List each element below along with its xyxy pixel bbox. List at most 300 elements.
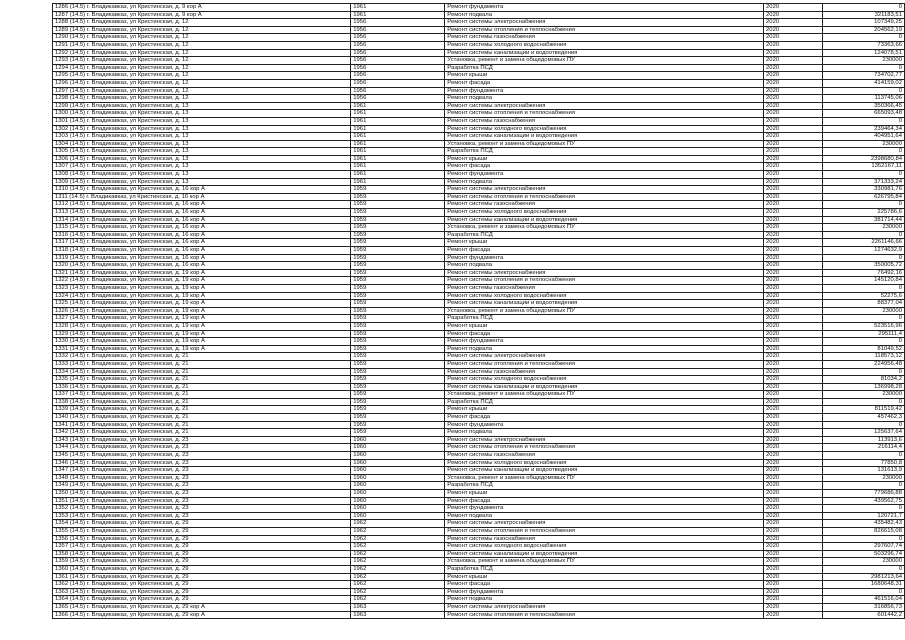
work-type-cell: Ремонт фундамента	[445, 588, 764, 596]
table-row	[53, 429, 905, 437]
work-type-cell: Ремонт системы газоснабжения	[445, 452, 764, 460]
work-type-cell: Ремонт подвала	[445, 95, 764, 103]
planned-year-cell: 2020	[764, 398, 823, 406]
table-row	[53, 565, 905, 573]
table-row	[53, 315, 905, 323]
planned-year-cell: 2020	[764, 140, 823, 148]
work-type-cell: Ремонт системы газоснабжения	[445, 368, 764, 376]
address-cell: 1339 (14.5) г. Владикавказ, ул Кристинская, д. 21	[53, 406, 351, 414]
work-type-cell: Ремонт фундамента	[445, 254, 764, 262]
address-cell: 1338 (14.5) г. Владикавказ, ул Кристинская, д. 21	[53, 398, 351, 406]
work-type-cell: Ремонт системы электроснабжения	[445, 520, 764, 528]
table-row	[53, 581, 905, 589]
cost-cell: 0	[822, 117, 904, 125]
work-type-cell: Ремонт системы холодного водоснабжения	[445, 125, 764, 133]
address-cell: 1308 (14.5) г. Владикавказ, ул Кристинская, д. 13	[53, 171, 351, 179]
cost-cell: 225786,6	[822, 209, 904, 217]
address-cell: 1304 (14.5) г. Владикавказ, ул Кристинская, д. 13	[53, 140, 351, 148]
cost-cell: 350005,72	[822, 262, 904, 270]
year-built-cell: 1959	[351, 216, 445, 224]
planned-year-cell: 2020	[764, 467, 823, 475]
table-body	[53, 4, 905, 619]
work-type-cell: Ремонт подвала	[445, 512, 764, 520]
year-built-cell: 1956	[351, 79, 445, 87]
work-type-cell: Разработка ПСД	[445, 565, 764, 573]
year-built-cell: 1960	[351, 505, 445, 513]
planned-year-cell: 2020	[764, 72, 823, 80]
year-built-cell: 1959	[351, 421, 445, 429]
work-type-cell: Ремонт фундамента	[445, 4, 764, 12]
table-row	[53, 307, 905, 315]
planned-year-cell: 2020	[764, 527, 823, 535]
planned-year-cell: 2020	[764, 581, 823, 589]
address-cell: 1305 (14.5) г. Владикавказ, ул Кристинская, д. 13	[53, 148, 351, 156]
table-row	[53, 72, 905, 80]
planned-year-cell: 2020	[764, 224, 823, 232]
work-type-cell: Ремонт подвала	[445, 345, 764, 353]
work-type-cell: Ремонт системы отопления и теплоснабжения	[445, 26, 764, 34]
planned-year-cell: 2020	[764, 110, 823, 118]
year-built-cell: 1962	[351, 565, 445, 573]
address-cell: 1355 (14.5) г. Владикавказ, ул Кристинская, д. 29	[53, 527, 351, 535]
year-built-cell: 1960	[351, 467, 445, 475]
work-type-cell: Ремонт системы газоснабжения	[445, 535, 764, 543]
year-built-cell: 1956	[351, 57, 445, 65]
work-type-cell: Ремонт подвала	[445, 11, 764, 19]
table-row	[53, 391, 905, 399]
work-type-cell: Ремонт системы канализации и водоотведения	[445, 216, 764, 224]
work-type-cell: Ремонт фасада	[445, 247, 764, 255]
address-cell: 1292 (14.5) г. Владикавказ, ул Кристинская, д. 12	[53, 49, 351, 57]
table-row	[53, 269, 905, 277]
planned-year-cell: 2020	[764, 512, 823, 520]
table-row	[53, 322, 905, 330]
address-cell: 1332 (14.5) г. Владикавказ, ул Кристинская, д. 21	[53, 353, 351, 361]
cost-cell: 0	[822, 398, 904, 406]
year-built-cell: 1960	[351, 459, 445, 467]
table-row	[53, 611, 905, 619]
year-built-cell: 1962	[351, 573, 445, 581]
address-cell: 1326 (14.5) г. Владикавказ, ул Кристинская, д. 19 кор А	[53, 307, 351, 315]
table-row	[53, 292, 905, 300]
planned-year-cell: 2020	[764, 429, 823, 437]
cost-cell: 145120,84	[822, 277, 904, 285]
work-type-cell: Ремонт системы канализации и водоотведения	[445, 383, 764, 391]
year-built-cell: 1961	[351, 140, 445, 148]
address-cell: 1337 (14.5) г. Владикавказ, ул Кристинская, д. 21	[53, 391, 351, 399]
year-built-cell: 1962	[351, 520, 445, 528]
planned-year-cell: 2020	[764, 322, 823, 330]
year-built-cell: 1959	[351, 345, 445, 353]
year-built-cell: 1959	[351, 414, 445, 422]
table-row	[53, 376, 905, 384]
year-built-cell: 1959	[351, 330, 445, 338]
table-row	[53, 520, 905, 528]
table-row	[53, 277, 905, 285]
cost-cell: 350366,45	[822, 102, 904, 110]
table-row	[53, 452, 905, 460]
planned-year-cell: 2020	[764, 307, 823, 315]
work-type-cell: Ремонт системы отопления и теплоснабжения	[445, 611, 764, 619]
table-row	[53, 34, 905, 42]
year-built-cell: 1956	[351, 41, 445, 49]
planned-year-cell: 2020	[764, 452, 823, 460]
work-type-cell: Ремонт системы холодного водоснабжения	[445, 41, 764, 49]
work-type-cell: Ремонт крыши	[445, 72, 764, 80]
planned-year-cell: 2020	[764, 34, 823, 42]
planned-year-cell: 2020	[764, 87, 823, 95]
address-cell: 1364 (14.5) г. Владикавказ, ул Кристинская, д. 29	[53, 596, 351, 604]
work-type-cell: Установка, ремонт и замена общедомовых ПУ	[445, 558, 764, 566]
year-built-cell: 1959	[351, 193, 445, 201]
work-type-cell: Ремонт крыши	[445, 239, 764, 247]
table-row	[53, 398, 905, 406]
work-type-cell: Ремонт фасада	[445, 581, 764, 589]
year-built-cell: 1960	[351, 490, 445, 498]
planned-year-cell: 2020	[764, 558, 823, 566]
planned-year-cell: 2020	[764, 19, 823, 27]
year-built-cell: 1956	[351, 49, 445, 57]
address-cell: 1291 (14.5) г. Владикавказ, ул Кристинская, д. 12	[53, 41, 351, 49]
planned-year-cell: 2020	[764, 520, 823, 528]
address-cell: 1365 (14.5) г. Владикавказ, ул Кристинская, д. 29 кор А	[53, 603, 351, 611]
cost-cell: 230000	[822, 140, 904, 148]
address-cell: 1315 (14.5) г. Владикавказ, ул Кристинская, д. 16 кор А	[53, 224, 351, 232]
address-cell: 1328 (14.5) г. Владикавказ, ул Кристинская, д. 19 кор А	[53, 322, 351, 330]
cost-cell: 0	[822, 338, 904, 346]
table-row	[53, 87, 905, 95]
address-cell: 1300 (14.5) г. Владикавказ, ул Кристинская, д. 13	[53, 110, 351, 118]
year-built-cell: 1959	[351, 209, 445, 217]
address-cell: 1325 (14.5) г. Владикавказ, ул Кристинская, д. 19 кор А	[53, 300, 351, 308]
table-row	[53, 19, 905, 27]
cost-cell: 224956,48	[822, 360, 904, 368]
work-type-cell: Ремонт системы отопления и теплоснабжения	[445, 193, 764, 201]
address-cell: 1356 (14.5) г. Владикавказ, ул Кристинская, д. 29	[53, 535, 351, 543]
table-row	[53, 406, 905, 414]
cost-cell: 1680648,31	[822, 581, 904, 589]
year-built-cell: 1960	[351, 436, 445, 444]
cost-cell: 125637,64	[822, 429, 904, 437]
work-type-cell: Ремонт системы электроснабжения	[445, 436, 764, 444]
work-type-cell: Ремонт системы канализации и водоотведения	[445, 133, 764, 141]
cost-cell: 439562,75	[822, 497, 904, 505]
work-type-cell: Разработка ПСД	[445, 148, 764, 156]
planned-year-cell: 2020	[764, 565, 823, 573]
planned-year-cell: 2020	[764, 284, 823, 292]
work-type-cell: Ремонт фундамента	[445, 421, 764, 429]
address-cell: 1322 (14.5) г. Владикавказ, ул Кристинская, д. 19 кор А	[53, 277, 351, 285]
work-type-cell: Ремонт системы холодного водоснабжения	[445, 543, 764, 551]
cost-cell: 77850,8	[822, 459, 904, 467]
planned-year-cell: 2020	[764, 383, 823, 391]
work-type-cell: Ремонт системы электроснабжения	[445, 353, 764, 361]
address-cell: 1298 (14.5) г. Владикавказ, ул Кристинская, д. 12	[53, 95, 351, 103]
year-built-cell: 1959	[351, 353, 445, 361]
table-row	[53, 505, 905, 513]
work-type-cell: Ремонт крыши	[445, 322, 764, 330]
year-built-cell: 1959	[351, 254, 445, 262]
address-cell: 1312 (14.5) г. Владикавказ, ул Кристинская, д. 16 кор А	[53, 201, 351, 209]
planned-year-cell: 2020	[764, 611, 823, 619]
planned-year-cell: 2020	[764, 41, 823, 49]
year-built-cell: 1959	[351, 360, 445, 368]
work-type-cell: Ремонт системы отопления и теплоснабжения	[445, 110, 764, 118]
year-built-cell: 1959	[351, 315, 445, 323]
table-row	[53, 57, 905, 65]
address-cell: 1287 (14.5) г. Владикавказ, ул Кристинская, д. 9 кор А	[53, 11, 351, 19]
planned-year-cell: 2020	[764, 64, 823, 72]
planned-year-cell: 2020	[764, 535, 823, 543]
planned-year-cell: 2020	[764, 300, 823, 308]
planned-year-cell: 2020	[764, 155, 823, 163]
work-type-cell: Ремонт фасада	[445, 79, 764, 87]
year-built-cell: 1963	[351, 603, 445, 611]
address-cell: 1340 (14.5) г. Владикавказ, ул Кристинская, д. 21	[53, 414, 351, 422]
planned-year-cell: 2020	[764, 79, 823, 87]
address-cell: 1343 (14.5) г. Владикавказ, ул Кристинская, д. 23	[53, 436, 351, 444]
cost-cell: 113913,6	[822, 436, 904, 444]
table-row	[53, 550, 905, 558]
planned-year-cell: 2020	[764, 254, 823, 262]
cost-cell: 811519,42	[822, 406, 904, 414]
table-row	[53, 95, 905, 103]
address-cell: 1321 (14.5) г. Владикавказ, ул Кристинская, д. 19 кор А	[53, 269, 351, 277]
table-row	[53, 41, 905, 49]
address-cell: 1330 (14.5) г. Владикавказ, ул Кристинская, д. 19 кор А	[53, 338, 351, 346]
work-type-cell: Ремонт системы электроснабжения	[445, 186, 764, 194]
cost-cell: 457462,3	[822, 414, 904, 422]
work-type-cell: Ремонт системы канализации и водоотведения	[445, 550, 764, 558]
table-row	[53, 573, 905, 581]
cost-cell: 435482,43	[822, 520, 904, 528]
year-built-cell: 1962	[351, 558, 445, 566]
address-cell: 1286 (14.5) г. Владикавказ, ул Кристинская, д. 9 кор А	[53, 4, 351, 12]
cost-cell: 76492,16	[822, 269, 904, 277]
planned-year-cell: 2020	[764, 444, 823, 452]
table-row	[53, 603, 905, 611]
address-cell: 1311 (14.5) г. Владикавказ, ул Кристинская, д. 16 кор А	[53, 193, 351, 201]
planned-year-cell: 2020	[764, 414, 823, 422]
year-built-cell: 1956	[351, 26, 445, 34]
planned-year-cell: 2020	[764, 353, 823, 361]
year-built-cell: 1959	[351, 376, 445, 384]
address-cell: 1316 (14.5) г. Владикавказ, ул Кристинская, д. 16 кор А	[53, 231, 351, 239]
cost-cell: 52275,6	[822, 292, 904, 300]
year-built-cell: 1959	[351, 231, 445, 239]
address-cell: 1296 (14.5) г. Владикавказ, ул Кристинская, д. 12	[53, 79, 351, 87]
cost-cell: 461516,04	[822, 596, 904, 604]
year-built-cell: 1956	[351, 64, 445, 72]
cost-cell: 81049,52	[822, 345, 904, 353]
work-type-cell: Разработка ПСД	[445, 398, 764, 406]
address-cell: 1299 (14.5) г. Владикавказ, ул Кристинская, д. 13	[53, 102, 351, 110]
address-cell: 1288 (14.5) г. Владикавказ, ул Кристинская, д. 12	[53, 19, 351, 27]
table-row	[53, 596, 905, 604]
year-built-cell: 1962	[351, 588, 445, 596]
table-row	[53, 535, 905, 543]
table-row	[53, 4, 905, 12]
planned-year-cell: 2020	[764, 345, 823, 353]
cost-cell: 1274632,9	[822, 247, 904, 255]
table-row	[53, 178, 905, 186]
address-cell: 1323 (14.5) г. Владикавказ, ул Кристинская, д. 19 кор А	[53, 284, 351, 292]
year-built-cell: 1961	[351, 125, 445, 133]
address-cell: 1335 (14.5) г. Владикавказ, ул Кристинская, д. 21	[53, 376, 351, 384]
address-cell: 1346 (14.5) г. Владикавказ, ул Кристинская, д. 23	[53, 459, 351, 467]
year-built-cell: 1961	[351, 148, 445, 156]
year-built-cell: 1959	[351, 338, 445, 346]
planned-year-cell: 2020	[764, 292, 823, 300]
work-type-cell: Ремонт фундамента	[445, 505, 764, 513]
cost-cell: 404951,64	[822, 133, 904, 141]
table-row	[53, 558, 905, 566]
year-built-cell: 1961	[351, 178, 445, 186]
year-built-cell: 1959	[351, 292, 445, 300]
work-type-cell: Ремонт подвала	[445, 178, 764, 186]
year-built-cell: 1960	[351, 452, 445, 460]
table-row	[53, 231, 905, 239]
year-built-cell: 1961	[351, 155, 445, 163]
address-cell: 1347 (14.5) г. Владикавказ, ул Кристинская, д. 23	[53, 467, 351, 475]
cost-cell: 601442,2	[822, 611, 904, 619]
year-built-cell: 1962	[351, 596, 445, 604]
work-type-cell: Ремонт фасада	[445, 330, 764, 338]
table-row	[53, 193, 905, 201]
address-cell: 1361 (14.5) г. Владикавказ, ул Кристинская, д. 29	[53, 573, 351, 581]
table-row	[53, 414, 905, 422]
table-row	[53, 474, 905, 482]
planned-year-cell: 2020	[764, 216, 823, 224]
planned-year-cell: 2020	[764, 421, 823, 429]
work-type-cell: Ремонт фундамента	[445, 171, 764, 179]
table-row	[53, 345, 905, 353]
planned-year-cell: 2020	[764, 193, 823, 201]
year-built-cell: 1959	[351, 284, 445, 292]
planned-year-cell: 2020	[764, 588, 823, 596]
work-type-cell: Ремонт системы отопления и теплоснабжения	[445, 444, 764, 452]
planned-year-cell: 2020	[764, 178, 823, 186]
cost-cell: 120721,7	[822, 512, 904, 520]
cost-cell: 2261146,66	[822, 239, 904, 247]
cost-cell: 0	[822, 171, 904, 179]
year-built-cell: 1960	[351, 512, 445, 520]
year-built-cell: 1959	[351, 239, 445, 247]
table-row	[53, 239, 905, 247]
work-type-cell: Ремонт системы холодного водоснабжения	[445, 376, 764, 384]
planned-year-cell: 2020	[764, 277, 823, 285]
year-built-cell: 1960	[351, 482, 445, 490]
cost-cell: 295111,4	[822, 330, 904, 338]
planned-year-cell: 2020	[764, 26, 823, 34]
planned-year-cell: 2020	[764, 125, 823, 133]
table-row	[53, 26, 905, 34]
cost-cell: 0	[822, 535, 904, 543]
cost-cell: 0	[822, 64, 904, 72]
address-cell: 1342 (14.5) г. Владикавказ, ул Кристинская, д. 21	[53, 429, 351, 437]
address-cell: 1348 (14.5) г. Владикавказ, ул Кристинская, д. 23	[53, 474, 351, 482]
cost-cell: 523516,96	[822, 322, 904, 330]
cost-cell: 0	[822, 254, 904, 262]
table-row	[53, 284, 905, 292]
cost-cell: 0	[822, 588, 904, 596]
year-built-cell: 1956	[351, 95, 445, 103]
cost-cell: 118573,12	[822, 353, 904, 361]
year-built-cell: 1959	[351, 186, 445, 194]
year-built-cell: 1956	[351, 72, 445, 80]
planned-year-cell: 2020	[764, 171, 823, 179]
cost-cell: 316856,73	[822, 603, 904, 611]
table-row	[53, 436, 905, 444]
cost-cell: 230000	[822, 474, 904, 482]
table-row	[53, 254, 905, 262]
address-cell: 1359 (14.5) г. Владикавказ, ул Кристинская, д. 29	[53, 558, 351, 566]
planned-year-cell: 2020	[764, 482, 823, 490]
cost-cell: 0	[822, 87, 904, 95]
cost-cell: 297607,74	[822, 543, 904, 551]
address-cell: 1352 (14.5) г. Владикавказ, ул Кристинская, д. 23	[53, 505, 351, 513]
year-built-cell: 1961	[351, 102, 445, 110]
work-type-cell: Ремонт крыши	[445, 406, 764, 414]
cost-cell: 113745,06	[822, 95, 904, 103]
planned-year-cell: 2020	[764, 231, 823, 239]
table-row	[53, 421, 905, 429]
address-cell: 1363 (14.5) г. Владикавказ, ул Кристинская, д. 29	[53, 588, 351, 596]
cost-cell: 779686,88	[822, 490, 904, 498]
work-type-cell: Ремонт системы газоснабжения	[445, 284, 764, 292]
work-type-cell: Ремонт системы холодного водоснабжения	[445, 292, 764, 300]
work-type-cell: Установка, ремонт и замена общедомовых ПУ	[445, 391, 764, 399]
planned-year-cell: 2020	[764, 133, 823, 141]
work-type-cell: Ремонт системы газоснабжения	[445, 117, 764, 125]
address-cell: 1366 (14.5) г. Владикавказ, ул Кристинская, д. 29 кор А	[53, 611, 351, 619]
work-type-cell: Ремонт подвала	[445, 262, 764, 270]
cost-cell: 2398680,84	[822, 155, 904, 163]
year-built-cell: 1959	[351, 300, 445, 308]
planned-year-cell: 2020	[764, 49, 823, 57]
cost-cell: 503296,74	[822, 550, 904, 558]
table-row	[53, 512, 905, 520]
year-built-cell: 1959	[351, 247, 445, 255]
address-cell: 1317 (14.5) г. Владикавказ, ул Кристинская, д. 16 кор А	[53, 239, 351, 247]
work-type-cell: Ремонт крыши	[445, 490, 764, 498]
table-row	[53, 543, 905, 551]
cost-cell: 0	[822, 34, 904, 42]
address-cell: 1351 (14.5) г. Владикавказ, ул Кристинская, д. 23	[53, 497, 351, 505]
address-cell: 1344 (14.5) г. Владикавказ, ул Кристинская, д. 23	[53, 444, 351, 452]
year-built-cell: 1960	[351, 497, 445, 505]
address-cell: 1319 (14.5) г. Владикавказ, ул Кристинская, д. 16 кор А	[53, 254, 351, 262]
work-type-cell: Установка, ремонт и замена общедомовых ПУ	[445, 140, 764, 148]
cost-cell: 73363,66	[822, 41, 904, 49]
work-type-cell: Ремонт системы канализации и водоотведения	[445, 467, 764, 475]
planned-year-cell: 2020	[764, 186, 823, 194]
planned-year-cell: 2020	[764, 505, 823, 513]
capital-repair-table	[52, 3, 905, 619]
cost-cell: 0	[822, 231, 904, 239]
planned-year-cell: 2020	[764, 330, 823, 338]
planned-year-cell: 2020	[764, 436, 823, 444]
planned-year-cell: 2020	[764, 603, 823, 611]
work-type-cell: Установка, ремонт и замена общедомовых ПУ	[445, 57, 764, 65]
work-type-cell: Ремонт фасада	[445, 163, 764, 171]
planned-year-cell: 2020	[764, 117, 823, 125]
work-type-cell: Разработка ПСД	[445, 482, 764, 490]
year-built-cell: 1956	[351, 34, 445, 42]
address-cell: 1297 (14.5) г. Владикавказ, ул Кристинская, д. 12	[53, 87, 351, 95]
address-cell: 1327 (14.5) г. Владикавказ, ул Кристинская, д. 19 кор А	[53, 315, 351, 323]
cost-cell: 321183,51	[822, 11, 904, 19]
